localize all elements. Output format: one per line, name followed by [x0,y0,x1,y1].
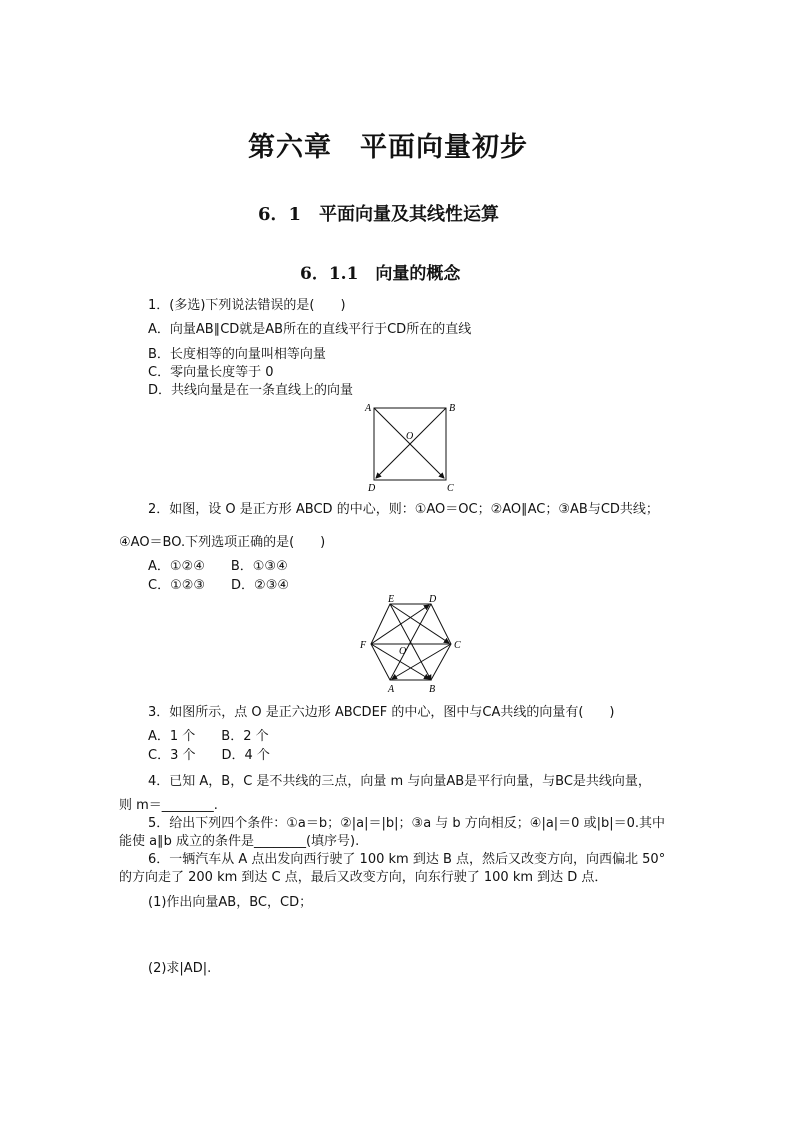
q5-line2: 能使 a∥b 成立的条件是________(填序号). [119,834,360,849]
q2-options-row2: C．①②③ D．②③④ [148,578,290,593]
label-o: O [406,431,414,442]
hexagon-figure [355,592,465,696]
label-f: F [360,640,367,651]
label-b: B [449,403,456,414]
label-o: O [399,646,407,657]
label-d: D [368,483,376,494]
square-figure [360,400,460,495]
q3-options-row2: C．3 个 D．4 个 [148,748,270,763]
q1-option-b: B．长度相等的向量叫相等向量 [148,347,326,362]
diagonal-bd [376,408,446,478]
subsection-title: 6．1.1 向量的概念 [300,264,461,284]
q2-line2: ④AO＝BO.下列选项正确的是( ) [119,535,326,550]
label-a: A [365,403,372,414]
q4-line1: 4．已知 A，B，C 是不共线的三点，向量 m 与向量AB是平行向量，与BC是共线向量， [148,774,651,789]
q4-line2: 则 m＝________. [119,798,218,813]
label-d: D [429,594,437,605]
q6-line2: 的方向走了 200 km 到达 C 点，最后又改变方向，向东行驶了 100 km 到达 D 点． [119,870,608,885]
q2-line1: 2．如图，设 O 是正方形 ABCD 的中心，则：①AO＝OC；②AO∥AC；③AB与CD共线； [148,502,659,517]
q3-options-row1: A．1 个 B．2 个 [148,729,269,744]
label-e: E [388,594,395,605]
diagonal-ac [374,408,444,478]
q1-option-d: D．共线向量是在一条直线上的向量 [148,383,354,398]
q1-option-a: A．向量AB∥CD就是AB所在的直线平行于CD所在的直线 [148,322,472,337]
label-c: C [454,640,461,651]
label-b: B [429,684,436,695]
chapter-title: 第六章 平面向量初步 [248,132,528,163]
q6-part2: (2)求|AD|. [148,961,212,976]
q6-line1: 6．一辆汽车从 A 点出发向西行驶了 100 km 到达 B 点，然后又改变方向，向西偏北 50° [148,852,666,867]
q1-stem: 1．(多选)下列说法错误的是( ) [148,298,346,313]
label-c: C [447,483,454,494]
q1-option-c: C．零向量长度等于 0 [148,365,274,380]
q5-line1: 5．给出下列四个条件：①a＝b；②|a|＝|b|；③a 与 b 方向相反；④|a|＝0 或|b|＝0.其中 [148,816,666,831]
q3-stem: 3．如图所示，点 O 是正六边形 ABCDEF 的中心，图中与CA共线的向量有( ) [148,705,615,720]
section-title: 6．1 平面向量及其线性运算 [258,204,500,225]
diagonal-ec [390,604,449,643]
q2-options-row1: A．①②④ B．①③④ [148,559,288,574]
label-a: A [388,684,395,695]
q6-part1: (1)作出向量AB，BC，CD； [148,895,313,910]
